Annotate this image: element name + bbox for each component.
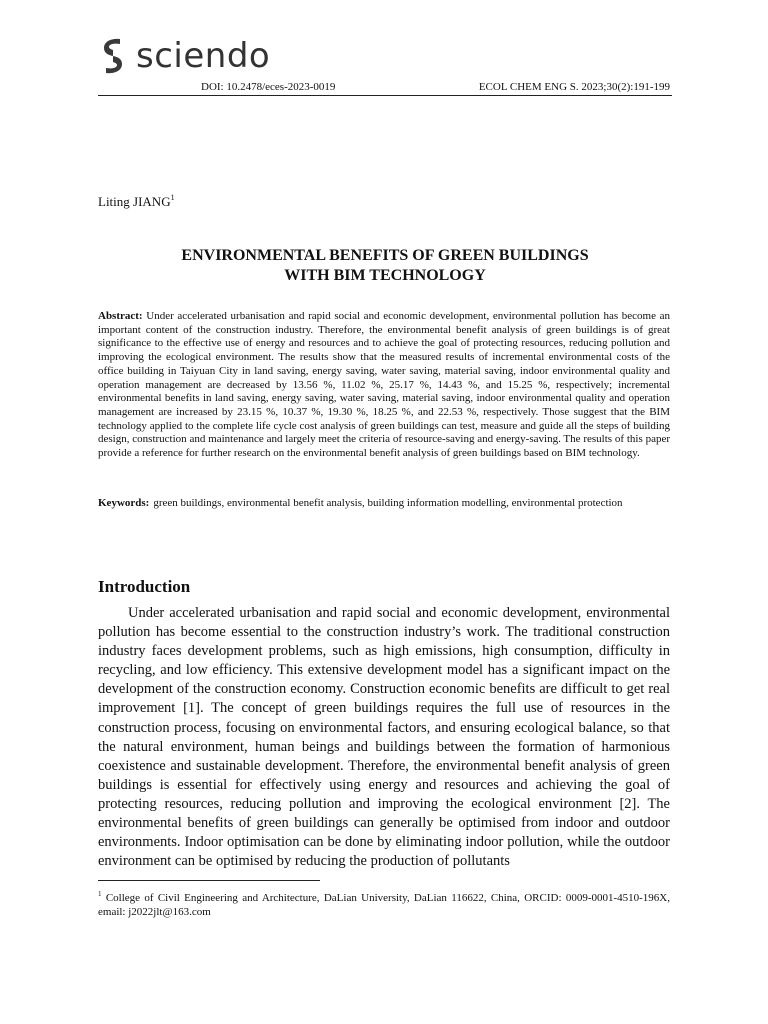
author-name: Liting JIANG bbox=[98, 194, 171, 209]
abstract-text: Under accelerated urbanisation and rapid social and economic development, environmental pollution has become an important content of the construction industry. Therefore, the environmental benefit analysis of green buildings is of great significance to the effective use of energy and resources and to achieve the goal of protecting resources, reducing pollution and improving the ecological environment. The results show that the measured results of incremental environmental costs of the office building in Taiyuan City in land saving, energy saving, water saving, material saving, indoor environmental quality and operation management are decreased by 13.56 %, 11.02 %, 25.17 %, 14.43 %, and 15.25 %, respectively; incremental environmental benefits in land saving, energy saving, water saving, material saving, indoor environmental quality and operation management are increased by 23.15 %, 10.37 %, 19.30 %, 18.25 %, and 22.53 %, respectively. Those suggest that the BIM technology applied to the complete life cycle cost analysis of green buildings can test, measure and guide all the steps of building design, construction and maintenance and largely meet the criteria of resource-saving and energy-saving. The results of this paper provide a reference for further research on the environmental benefit analysis of green buildings based on BIM technology. bbox=[98, 310, 671, 460]
sciendo-logo-icon bbox=[98, 36, 128, 76]
footnote-mark: 1 bbox=[98, 890, 102, 898]
keywords-text: green buildings, environmental benefit analysis, building information modelling, environmental protection bbox=[153, 497, 623, 509]
footnote-divider bbox=[98, 880, 320, 881]
abstract-label: Abstract: bbox=[98, 310, 143, 322]
publisher-logo[interactable] bbox=[98, 34, 270, 78]
footnote-text: College of Civil Engineering and Architecture, DaLian University, DaLian 116622, China, ORCID: 0009-0001-4510-196X, email: j2022jlt@163.com bbox=[98, 892, 671, 918]
title-line-1: ENVIRONMENTAL BENEFITS OF GREEN BUILDINGS bbox=[181, 247, 589, 264]
doi-link[interactable]: DOI: 10.2478/eces-2023-0019 bbox=[201, 81, 336, 93]
logo-text: sciendo bbox=[136, 36, 271, 76]
abstract bbox=[98, 310, 670, 461]
footnote bbox=[98, 887, 670, 919]
journal-citation: ECOL CHEM ENG S. 2023;30(2):191-199 bbox=[478, 81, 670, 93]
affiliation-mark[interactable]: 1 bbox=[170, 193, 175, 202]
section-heading-introduction: Introduction bbox=[98, 577, 191, 596]
title-line-2: WITH BIM TECHNOLOGY bbox=[284, 267, 486, 284]
keywords bbox=[98, 497, 670, 511]
running-header bbox=[98, 80, 672, 96]
author-line bbox=[98, 193, 175, 210]
introduction-paragraph: Under accelerated urbanisation and rapid social and economic development, environmental pollution has become essential to the construction industry’s work. The traditional construction industry faces development problems, such as high emissions, high consumption, difficulty in recycling, and low efficiency. This extensive development model has a significant impact on the development of the construction economy. Construction economic benefits are difficult to get real improvement [1]. The concept of green buildings requires the full use of resources in the construction process, focusing on environmental factors, and ensuring ecological balance, so that the natural environment, human beings and buildings between the formation of harmonious coexistence and sustainable development. Therefore, the environmental benefit analysis of green buildings is essential for effectively using energy and resources and achieving the goal of protecting resources, reducing pollution and improving the ecological environment [2]. The environmental benefits of green buildings can generally be optimised from indoor and outdoor environments. Indoor optimisation can be done by eliminating indoor pollution, while the outdoor environment can be optimised by reducing the production of pollutants bbox=[98, 605, 670, 870]
keywords-label: Keywords: bbox=[98, 497, 150, 509]
paper-title bbox=[98, 246, 672, 286]
